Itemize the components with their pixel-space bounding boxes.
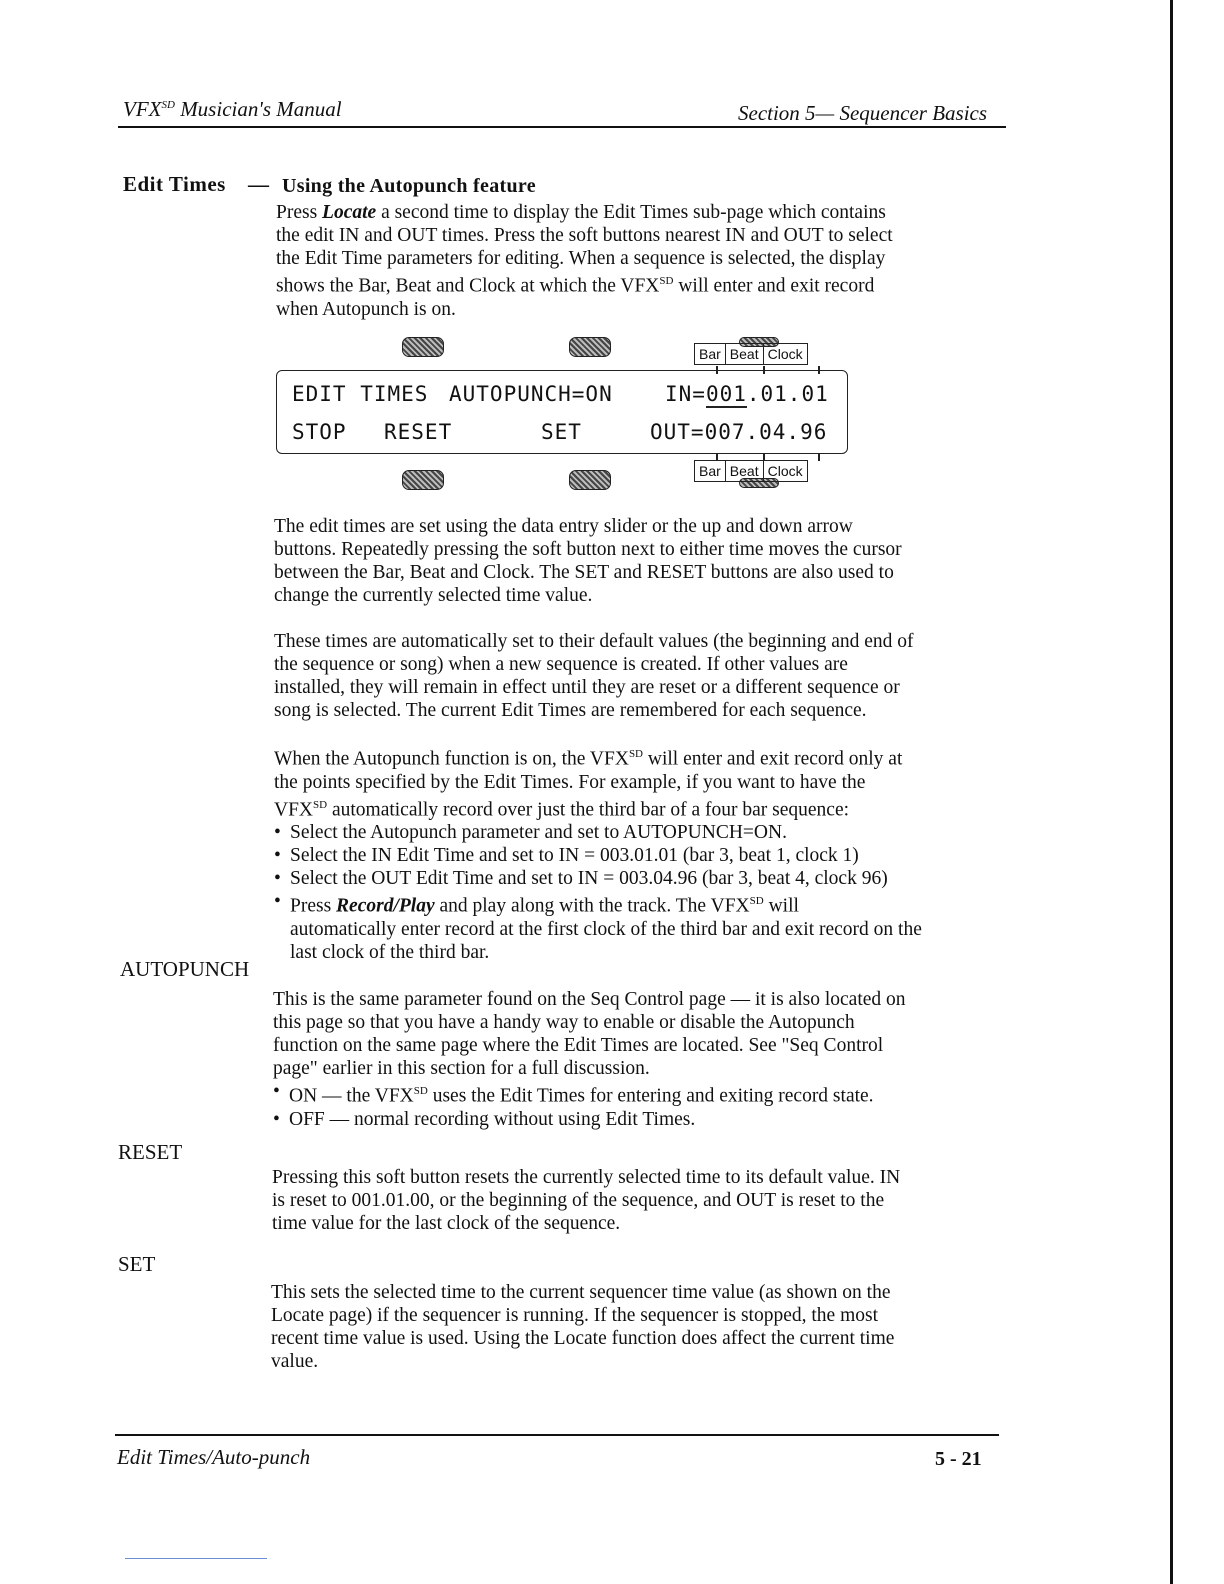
bottom-link-rule: [125, 1558, 267, 1559]
header-section-title: Section 5— Sequencer Basics: [738, 101, 988, 125]
page-number: 5 - 21: [935, 1448, 982, 1470]
header-rule: [118, 126, 1006, 128]
list-item: • Press Record/Play and play along with the track. The $VFX^{SD}$ will: [274, 890, 1014, 918]
reset-heading: RESET: [118, 1140, 183, 1164]
lcd-out-time[interactable]: OUT=007.04.96: [650, 420, 828, 444]
autopunch-heading: AUTOPUNCH: [120, 957, 250, 981]
lcd-edit-times: EDIT TIMES: [292, 382, 429, 406]
beat-label: Beat: [726, 461, 764, 481]
autopunch-paragraph: This is the same parameter found on the Seq Control page — it is also located on this page so that you have a handy way to enable or disable the Autopunch function on the same page where the Edit Times are located. See "Seq Control page" earlier in this section for a full discussion. • ON — the $VFX^{SD}$ uses the Edit Times for entering and exiting record state. • OFF — normal recording without using Edit Times.: [273, 988, 1013, 1131]
list-item: • Select the Autopunch parameter and set to AUTOPUNCH=ON.: [274, 821, 1014, 844]
beat-label: Beat: [726, 344, 764, 364]
lcd-autopunch[interactable]: AUTOPUNCH=ON: [449, 382, 613, 406]
soft-button-top-1[interactable]: [402, 337, 444, 357]
clock-label: Clock: [767, 463, 803, 479]
bar-label: Bar: [695, 461, 726, 481]
page-edge: [1170, 0, 1173, 1584]
edit-times-heading: Edit Times: [123, 172, 226, 196]
list-item: • ON — the $VFX^{SD}$ uses the Edit Times for entering and exiting record state.: [273, 1080, 1013, 1108]
footer-rule: [115, 1434, 999, 1436]
list-item: • Select the OUT Edit Time and set to IN = 003.04.96 (bar 3, beat 4, clock 96): [274, 867, 1014, 890]
autopunch-feature-title: Using the Autopunch feature: [282, 175, 536, 197]
list-item: • OFF — normal recording without using Edit Times.: [273, 1108, 1013, 1131]
soft-button-top-2[interactable]: [569, 337, 611, 357]
list-item: • Select the IN Edit Time and set to IN = 003.01.01 (bar 3, beat 1, clock 1): [274, 844, 1014, 867]
soft-button-bottom-2[interactable]: [569, 470, 611, 490]
paragraph-edit-times-set: The edit times are set using the data entry slider or the up and down arrow buttons. Repeatedly pressing the soft button next to either time moves the cursor between the Bar, Beat and Clock. The SET and RESET buttons are also used to change the currently selected time value.: [274, 516, 902, 606]
set-heading: SET: [118, 1252, 156, 1276]
reset-paragraph: Pressing this soft button resets the currently selected time to its default value. IN is reset to 001.01.00, or the beginning of the sequence, and OUT is reset to the time value for the last clock of the sequence.: [272, 1167, 901, 1234]
lcd-display: [276, 370, 848, 454]
paragraph-default-values: These times are automatically set to their default values (the beginning and end of the sequence or song) when a new sequence is created. If other values are installed, they will remain in effect until they are reset or a different sequence or song is selected. The current Edit Times are remembered for each sequence.: [274, 631, 914, 721]
lcd-in-time[interactable]: IN=001.01.01: [665, 382, 829, 406]
lcd-set[interactable]: SET: [541, 420, 582, 444]
soft-button-bottom-1[interactable]: [402, 470, 444, 490]
lcd-stop[interactable]: STOP: [292, 420, 347, 444]
header-manual-title: $VFX^{SD}$ Musician's Manual: [123, 97, 342, 121]
lcd-reset[interactable]: RESET: [384, 420, 453, 444]
clock-label: Clock: [767, 346, 803, 362]
paragraph-autopunch-example: When the Autopunch function is on, the $VFX^{SD}$ will enter and exit record only at the points specified by the Edit Times. For example, if you want to have the $VFX^{SD}$ automatically record over just the third bar of a four bar sequence: • Select the Autopunch parameter and set to AUTOPUNCH=ON. • Select the IN Edit Time and set to IN = 003.01.01 (bar 3, beat 1, clock 1) • Select the OUT Edit Time and set to IN = 003.04.96 (bar 3, beat 4, clock 96) • Press Record/Play and play along with the track. The $VFX^{SD}$ will automatically enter record at the first clock of the third bar and exit record on the last clock of the third bar.: [274, 743, 1014, 964]
set-paragraph: This sets the selected time to the current sequencer time value (as shown on the Locate page) if the sequencer is running. If the sequencer is stopped, the most recent time value is used. Using the Locate function does affect the current time value.: [271, 1282, 895, 1372]
footer-section: Edit Times/Auto-punch: [117, 1445, 311, 1469]
bar-label: Bar: [695, 344, 726, 364]
intro-paragraph: Press Locate a second time to display the Edit Times sub-page which contains the edit IN and OUT times. Press the soft buttons nearest IN and OUT to select the Edit Time parameters for editing. When a sequence is selected, the display shows the Bar, Beat and Clock at which the $VFX^{SD}$ will enter and exit record when Autopunch is on.: [276, 202, 893, 320]
top-time-label-box: [694, 343, 808, 365]
heading-dash: —: [248, 172, 270, 196]
bottom-time-label-box: [694, 460, 808, 482]
